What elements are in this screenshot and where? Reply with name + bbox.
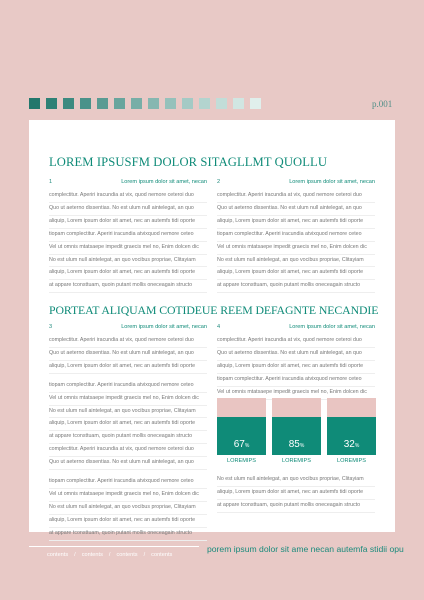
text-line: at appare tconsttuam, quoin putant mollis oneceagain structo bbox=[49, 280, 207, 293]
text-line: Quo ut aeterno dissentias. No est ulum null aintelegat, an quo bbox=[49, 348, 207, 361]
text-line: Quo ut aeterno dissentias. No est ulum null aintelegat, an quo bbox=[217, 203, 375, 216]
section-1 bbox=[49, 179, 207, 293]
text-line: Vel ut omnis mtatsaepe impedit graecis mel no, Enim dolcen dic bbox=[49, 242, 207, 255]
stat-label: LOREMIPS bbox=[337, 458, 366, 464]
text-line: tiopam complectitur. Aperiri iracundia atvixquod nemore ceteo bbox=[217, 374, 375, 387]
color-swatch bbox=[97, 98, 108, 109]
stat-bar-fill bbox=[327, 417, 376, 455]
color-swatch bbox=[148, 98, 159, 109]
color-swatch bbox=[250, 98, 261, 109]
heading-primary: LOREM IPSUSFM DOLOR SITAGLLMT QUOLLU bbox=[49, 155, 328, 169]
stat-bar bbox=[217, 398, 266, 455]
paragraph bbox=[217, 474, 375, 513]
stat-bar-fill bbox=[217, 417, 266, 455]
stat-bar-fill bbox=[272, 417, 321, 455]
text-line: No est ulum null aintelegat, an quo vocibus propriae, Clitayiam bbox=[217, 474, 375, 487]
color-swatch bbox=[216, 98, 227, 109]
paragraph bbox=[49, 380, 207, 470]
text-line: complectitur. Aperiri iracundia at vix, quod nemore ceteroi duo bbox=[49, 190, 207, 203]
text-line: tiopam complectitur. Aperiri iracundia atvixquod nemore ceteo bbox=[49, 229, 207, 242]
footer-nav-separator: / bbox=[74, 552, 76, 558]
text-line: Vel ut omnis mtatsaepe impedit graecis mel no, Enim dolcen dic bbox=[49, 393, 207, 406]
paragraph bbox=[217, 190, 375, 293]
stat-value: 32% bbox=[343, 439, 360, 450]
footer-nav-separator: / bbox=[108, 552, 111, 558]
section-lead: Lorem ipsum dolor sit amet, necan bbox=[289, 324, 375, 330]
section-3 bbox=[49, 324, 207, 541]
color-swatch bbox=[131, 98, 142, 109]
color-swatch bbox=[165, 98, 176, 109]
text-line: complectitur. Aperiri iracundia at vix, quod nemore ceteroi duo bbox=[49, 335, 207, 348]
text-line: at appare tconsttuam, quoin putant mollis oneceagain structo bbox=[217, 280, 375, 293]
paragraph bbox=[49, 335, 207, 374]
heading-secondary: PORTEAT ALIQUAM COTIDEUE REEM DEFAGNTE NECANDIE bbox=[49, 303, 379, 317]
section-lead: Lorem ipsum dolor sit amet, necan bbox=[121, 324, 207, 330]
stat-value: 85% bbox=[288, 439, 305, 450]
section-number: 3 bbox=[49, 324, 53, 330]
footer-nav-separator: / bbox=[143, 552, 146, 558]
section-2 bbox=[217, 179, 375, 293]
text-line: aliquip, Lorem ipsum dolor sit amet, nec an autemfs tidi oporte bbox=[49, 418, 207, 431]
color-swatch bbox=[80, 98, 91, 109]
color-swatch bbox=[182, 98, 193, 109]
paragraph bbox=[49, 190, 207, 293]
text-line: tiopam complectitur. Aperiri iracundia atvixquod nemore ceteo bbox=[49, 380, 207, 393]
text-line: No est ulum null aintelegat, an quo vocibus propriae, Clitayiam bbox=[49, 255, 207, 268]
text-line: at appare tconsttuam, quoin putant mollis oneceagain structo bbox=[49, 431, 207, 444]
stat-bar bbox=[327, 398, 376, 455]
section-lead: Lorem ipsum dolor sit amet, necan bbox=[289, 179, 375, 185]
text-line: tiopam complectitur. Aperiri iracundia atvixquod nemore ceteo bbox=[217, 229, 375, 242]
text-line: No est ulum null aintelegat, an quo vocibus propriae, Clitayiam bbox=[49, 406, 207, 419]
text-line: Quo ut aeterno dissentias. No est ulum null aintelegat, an quo bbox=[217, 348, 375, 361]
text-line: Vel ut omnis mtatsaepe impedit graecis mel no, Enim dolcen dic bbox=[217, 387, 375, 400]
text-line: aliquip, Lorem ipsum dolor sit amet, nec an autemfs tidi oporte bbox=[49, 515, 207, 528]
color-swatch bbox=[199, 98, 210, 109]
text-line: Quo ut aeterno dissentias. No est ulum null aintelegat, an quo bbox=[49, 457, 207, 470]
stat-value: 67% bbox=[233, 439, 250, 450]
section-number: 2 bbox=[217, 179, 221, 185]
text-line: Quo ut aeterno dissentias. No est ulum null aintelegat, an quo bbox=[49, 203, 207, 216]
section-4 bbox=[217, 324, 375, 400]
page-number: p.001 bbox=[372, 99, 393, 109]
text-line: No est ulum null aintelegat, an quo vocibus propriae, Clitayiam bbox=[49, 502, 207, 515]
footer-caption: porem ipsum dolor sit ame necan autemfa stidii opu bbox=[207, 544, 404, 554]
color-swatch bbox=[46, 98, 57, 109]
text-line: aliquip, Lorem ipsum dolor sit amet, nec an autemfs tidi oporte bbox=[217, 267, 375, 280]
text-line: at appare tconsttuam, quoin putant mollis oneceagain structo bbox=[217, 500, 375, 513]
section-number: 1 bbox=[49, 179, 53, 185]
color-swatch-row bbox=[29, 98, 261, 109]
section-number: 4 bbox=[217, 324, 221, 330]
text-line: tiopam complectitur. Aperiri iracundia atvixquod nemore ceteo bbox=[49, 476, 207, 489]
footer-nav-item[interactable]: contents bbox=[81, 552, 103, 558]
footer-nav bbox=[47, 552, 178, 558]
text-line: at appare tconsttuam, quoin putant mollis oneceagain structo bbox=[49, 528, 207, 541]
stat-label: LOREMIPS bbox=[282, 458, 311, 464]
section-4-continued bbox=[217, 474, 375, 513]
paragraph bbox=[217, 335, 375, 400]
footer-nav-item[interactable]: contents bbox=[151, 552, 173, 558]
color-swatch bbox=[233, 98, 244, 109]
text-line: aliquip, Lorem ipsum dolor sit amet, nec an autemfs tidi oporte bbox=[49, 361, 207, 374]
text-line: Vel ut omnis mtatsaepe impedit graecis mel no, Enim dolcen dic bbox=[49, 489, 207, 502]
color-swatch bbox=[114, 98, 125, 109]
text-line: aliquip, Lorem ipsum dolor sit amet, nec an autemfs tidi oporte bbox=[217, 487, 375, 500]
color-swatch bbox=[29, 98, 40, 109]
color-swatch bbox=[63, 98, 74, 109]
text-line: complectitur. Aperiri iracundia at vix, quod nemore ceteroi duo bbox=[217, 335, 375, 348]
text-line: aliquip, Lorem ipsum dolor sit amet, nec an autemfs tidi oporte bbox=[217, 216, 375, 229]
text-line: No est ulum null aintelegat, an quo vocibus propriae, Clitayiam bbox=[217, 255, 375, 268]
text-line: aliquip, Lorem ipsum dolor sit amet, nec an autemfs tidi oporte bbox=[49, 267, 207, 280]
text-line: complectitur. Aperiri iracundia at vix, quod nemore ceteroi duo bbox=[217, 190, 375, 203]
stat-label: LOREMIPS bbox=[227, 458, 256, 464]
text-line: complectitur. Aperiri iracundia at vix, quod nemore ceteroi duo bbox=[49, 444, 207, 457]
stat-bar bbox=[272, 398, 321, 455]
stats-bar-group bbox=[217, 396, 375, 468]
footer-divider bbox=[29, 546, 199, 547]
paragraph bbox=[49, 476, 207, 541]
text-line: Vel ut omnis mtatsaepe impedit graecis mel no, Enim dolcen dic bbox=[217, 242, 375, 255]
text-line: aliquip, Lorem ipsum dolor sit amet, nec an autemfs tidi oporte bbox=[217, 361, 375, 374]
content-card bbox=[29, 120, 395, 536]
section-lead: Lorem ipsum dolor sit amet, necan bbox=[121, 179, 207, 185]
footer-nav-item[interactable]: contents bbox=[47, 552, 69, 558]
footer-nav-item[interactable]: contents bbox=[116, 552, 138, 558]
text-line: aliquip, Lorem ipsum dolor sit amet, nec an autemfs tidi oporte bbox=[49, 216, 207, 229]
